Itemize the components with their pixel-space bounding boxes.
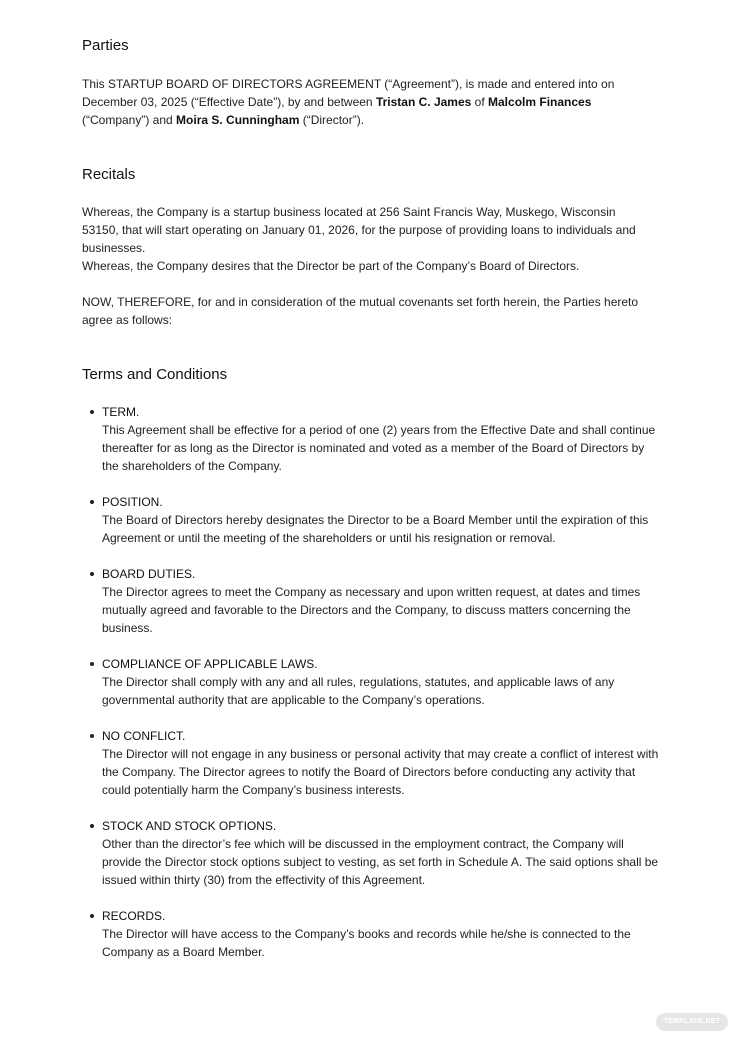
list-item-stock-options	[102, 817, 662, 889]
item-title: COMPLIANCE OF APPLICABLE LAWS.	[102, 657, 318, 671]
company-name: Malcolm Finances	[488, 95, 592, 109]
list-item-position	[102, 493, 662, 547]
item-body: The Director will not engage in any business or personal activity that may create a conflict of interest with the Company. The Director agrees to notify the Board of Directors before conducting any activity that could potentially harm the Company’s business interests.	[102, 747, 659, 797]
list-item-compliance	[102, 655, 662, 709]
item-body: This Agreement shall be effective for a period of one (2) years from the Effective Date and shall continue thereafter for as long as the Director is nominated and voted as a member of the Board of Directors by the shareholders of the Company.	[102, 423, 656, 473]
list-item-term	[102, 403, 662, 475]
list-item-records	[102, 907, 662, 961]
parties-text-a: This STARTUP BOARD OF DIRECTORS AGREEMENT (“Agreement”), is made and entered into on December 03, 2025 (“Effective Date”), by and between	[82, 77, 615, 109]
item-body: Other than the director’s fee which will be discussed in the employment contract, the Company will provide the Director stock options subject to vesting, as set forth in Schedule A. The said options shall be issued within thirty (30) from the effectivity of this Agreement.	[102, 837, 659, 887]
bullet-icon	[90, 734, 94, 738]
parties-text-d: (“Director”).	[299, 113, 365, 127]
item-body: The Director will have access to the Company’s books and records while he/she is connected to the Company as a Board Member.	[102, 927, 631, 959]
item-body: The Director shall comply with any and all rules, regulations, statutes, and applicable laws of any governmental authority that are applicable to the Company’s operations.	[102, 675, 615, 707]
item-title: STOCK AND STOCK OPTIONS.	[102, 819, 277, 833]
director-name-2: Moira S. Cunningham	[176, 113, 300, 127]
watermark-logo: TEMPLATE.NET	[656, 1013, 728, 1031]
parties-heading: Parties	[82, 37, 129, 54]
list-item-board-duties	[102, 565, 662, 637]
bullet-icon	[90, 500, 94, 504]
item-body: The Director agrees to meet the Company as necessary and upon written request, at dates and times mutually agreed and favorable to the Directors and the Company, to discuss matters concerning the business.	[102, 585, 641, 635]
bullet-icon	[90, 662, 94, 666]
item-title: BOARD DUTIES.	[102, 567, 196, 581]
bullet-icon	[90, 410, 94, 414]
item-title: NO CONFLICT.	[102, 729, 186, 743]
bullet-icon	[90, 914, 94, 918]
recitals-paragraph-3: NOW, THEREFORE, for and in consideration of the mutual covenants set forth herein, the Parties hereto agree as follows:	[82, 295, 639, 327]
recitals-heading: Recitals	[82, 166, 136, 183]
item-body: The Board of Directors hereby designates the Director to be a Board Member until the expiration of this Agreement or until the meeting of the shareholders or until his resignation or removal.	[102, 513, 649, 545]
parties-text-c: (“Company”) and	[82, 113, 177, 127]
parties-text-b: of	[471, 95, 489, 109]
bullet-icon	[90, 572, 94, 576]
item-title: TERM.	[102, 405, 140, 419]
director-name-1: Tristan C. James	[375, 95, 472, 109]
bullet-icon	[90, 824, 94, 828]
parties-paragraph	[82, 75, 654, 129]
recitals-paragraph-1: Whereas, the Company is a startup business located at 256 Saint Francis Way, Muskego, Wisconsin 53150, that will start operating on January 01, 2026, for the purpose of providing loans to individuals and businesses.	[82, 205, 636, 255]
item-title: POSITION.	[102, 495, 163, 509]
list-item-no-conflict	[102, 727, 662, 799]
item-title: RECORDS.	[102, 909, 166, 923]
recitals-paragraph-2: Whereas, the Company desires that the Director be part of the Company’s Board of Directors.	[82, 259, 580, 273]
terms-heading: Terms and Conditions	[82, 366, 228, 383]
